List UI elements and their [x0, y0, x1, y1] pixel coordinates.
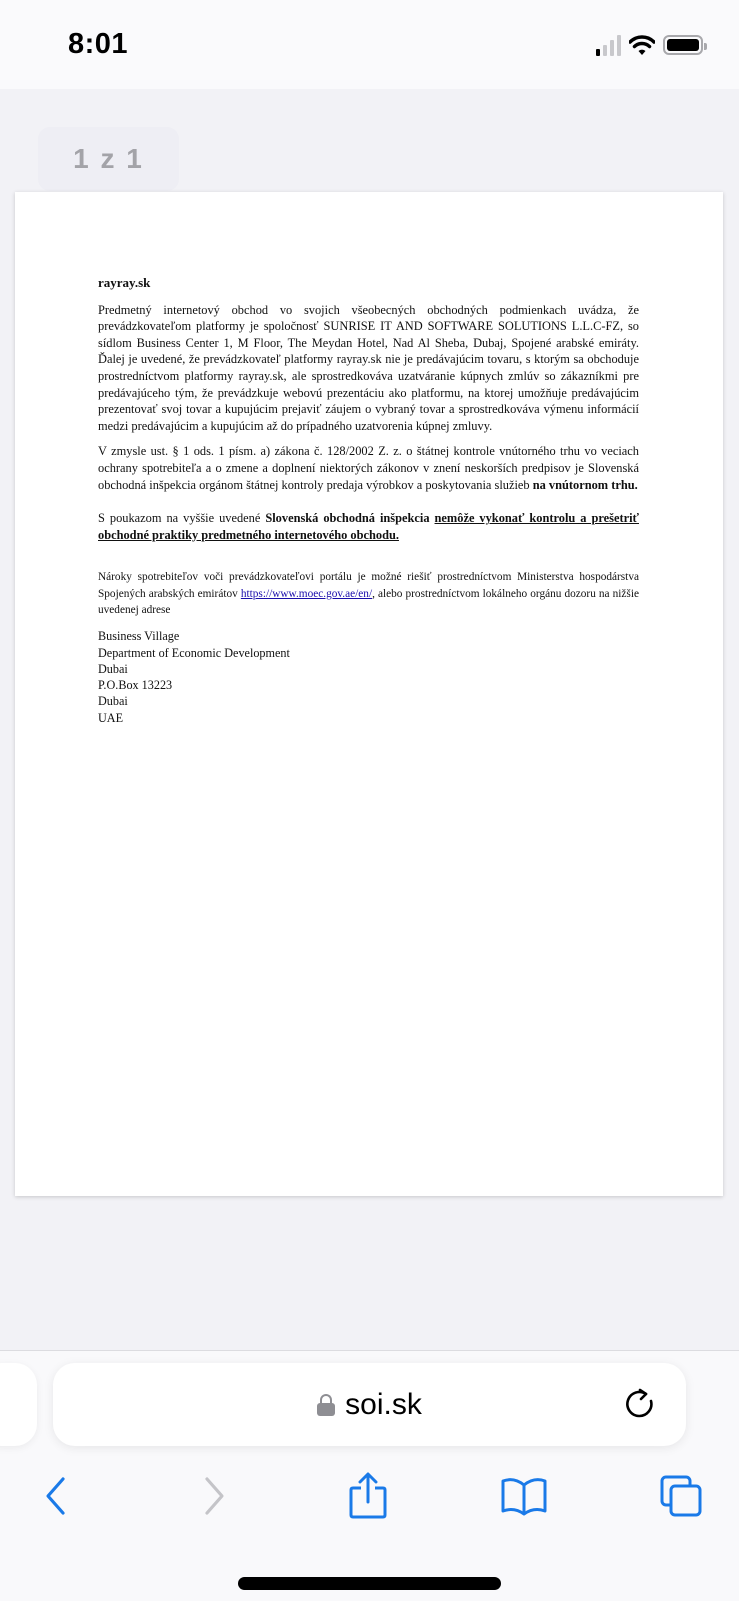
pdf-page	[15, 192, 723, 1196]
lock-icon	[317, 1394, 335, 1416]
bookmarks-button[interactable]	[496, 1468, 552, 1524]
page-indicator: 1 z 1	[38, 127, 179, 191]
conclusion-bold: Slovenská obchodná inšpekcia	[265, 511, 430, 526]
previous-tab-preview[interactable]	[0, 1363, 37, 1446]
home-indicator[interactable]	[238, 1577, 501, 1590]
wifi-icon	[629, 34, 655, 56]
address-line: Dubai	[98, 694, 128, 709]
claims-rest: , alebo prostredníctvom lokálneho orgánu dozoru na nižšie uvedenej adrese	[98, 587, 639, 616]
legal-basis-bold: na vnútornom trhu.	[532, 477, 638, 492]
conclusion-text: S poukazom na vyššie uvedené	[98, 511, 266, 526]
legal-basis-text: V zmysle ust. § 1 ods. 1 písm. a) zákona č. 128/2002 Z. z. o štátnej kontrole vnútorného trhu vo veciach ochrany spotrebiteľa a o zmene a doplnení niektorých zákonov v znení neskorších predpisov je Slovenská obchodná inšpekcia orgánom štátnej kontroly predaja výrobkov a poskytovania služieb	[98, 444, 639, 492]
battery-icon	[663, 35, 703, 55]
url-text[interactable]: soi.sk	[345, 1387, 422, 1421]
share-button[interactable]	[340, 1468, 396, 1524]
share-icon	[348, 1472, 388, 1520]
status-icons	[596, 34, 703, 56]
forward-icon	[203, 1476, 227, 1516]
address-line: UAE	[98, 710, 124, 725]
document-title: rayray.sk	[98, 275, 151, 290]
cellular-signal-icon	[596, 34, 621, 56]
browser-toolbar	[0, 1468, 739, 1528]
claims-text: Nároky spotrebiteľov voči prevádzkovateľovi portálu je možné riešiť prostredníctvom Ministerstva hospodárstva Spojených arabských emirátov	[98, 571, 639, 600]
paragraph-claims	[98, 569, 639, 618]
back-icon	[43, 1476, 67, 1516]
paragraph-legal-basis	[98, 443, 639, 493]
status-time: 8:01	[68, 28, 129, 60]
forward-button[interactable]	[187, 1468, 243, 1524]
conclusion-underlined: nemôže vykonať kontrolu a prešetriť obchodné praktiky predmetného internetového obchodu.	[98, 511, 639, 542]
bookmarks-icon	[500, 1475, 548, 1517]
address-block	[98, 628, 639, 726]
reload-icon[interactable]	[624, 1387, 658, 1421]
tabs-button[interactable]	[653, 1468, 709, 1524]
back-button[interactable]	[27, 1468, 83, 1524]
moec-link[interactable]: https://www.moec.gov.ae/en/	[240, 587, 373, 600]
address-bar[interactable]	[53, 1363, 686, 1446]
document-content	[98, 275, 639, 726]
tabs-icon	[659, 1474, 703, 1518]
paragraph-conclusion	[98, 510, 639, 543]
paragraph-operator: Predmetný internetový obchod vo svojich všeobecných obchodných podmienkach uvádza, že prevádzkovateľom platformy je spoločnosť SUNRISE IT AND SOFTWARE SOLUTIONS L.L.C-FZ, so sídlom Business Center 1, M Floor, The Meydan Hotel, Nad Al Sheba, Dubaj, Spojené arabské emiráty. Ďalej je uvedené, že prevádzkovateľ platformy rayray.sk nie je predávajúcim tovaru, s ktorým sa obchoduje prostredníctvom platformy rayray.sk, ale sprostredkováva uzatváranie kúpnych zmlúv so zákazníkmi pre predávajúceho tým, že prevádzkuje webovú prezentáciu ako platformu, na ktorej umožňuje predávajúcim prezentovať svoj tovar a kupujúcim prejaviť záujem o vybraný tovar a sprostredkováva výmenu informácií medzi predávajúcim a kupujúcim až do prípadného uzatvorenia kúpnej zmluvy.	[98, 302, 639, 433]
address-line: Business Village	[98, 629, 180, 644]
address-line: Department of Economic Development	[98, 645, 290, 660]
status-bar	[0, 0, 739, 89]
address-display[interactable]	[53, 1363, 686, 1446]
address-line: P.O.Box 13223	[98, 678, 173, 693]
address-line: Dubai	[98, 661, 128, 676]
